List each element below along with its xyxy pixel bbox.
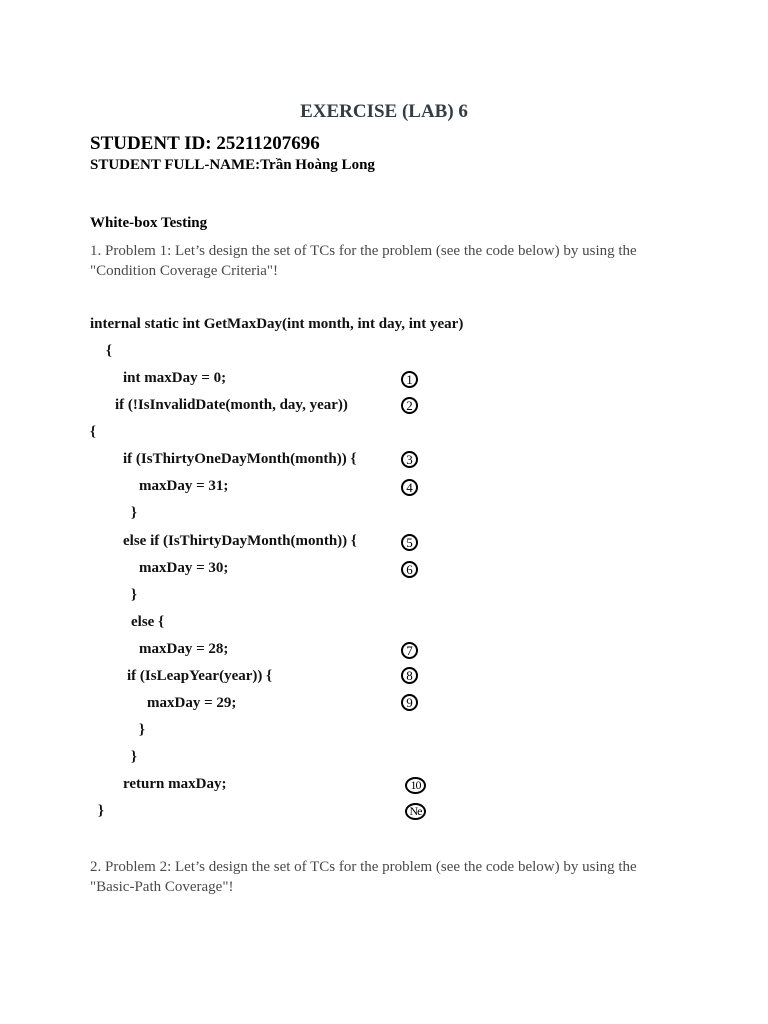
code-line-close-brace: } [131, 587, 137, 603]
node-marker-9: 9 [401, 694, 418, 711]
node-marker-6: 6 [401, 561, 418, 578]
code-line-return: return maxDay; [123, 776, 227, 792]
problem-1-text: 1. Problem 1: Let’s design the set of TCs for the problem (see the code below) by using the "Condition Coverage Criteria"! [90, 243, 637, 279]
code-line-close-brace-final: } [98, 803, 104, 819]
student-id: STUDENT ID: 25211207696 [90, 133, 320, 154]
code-line-if-valid: if (!IsInvalidDate(month, day, year)) [115, 397, 348, 413]
problem-2-text: 2. Problem 2: Let’s design the set of TCs for the problem (see the code below) by using the "Basic-Path Coverage"! [90, 859, 637, 895]
code-line-else: else { [131, 614, 164, 630]
code-line-if-31: if (IsThirtyOneDayMonth(month)) { [123, 451, 357, 467]
code-line-signature: internal static int GetMaxDay(int month, int day, int year) [90, 316, 464, 332]
node-marker-end: Ne [405, 803, 426, 820]
code-line-open-brace-2: { [90, 424, 96, 440]
node-marker-5: 5 [401, 534, 418, 551]
node-marker-7: 7 [401, 642, 418, 659]
node-marker-4: 4 [401, 479, 418, 496]
code-line-close-brace: } [131, 505, 137, 521]
document-title: EXERCISE (LAB) 6 [300, 101, 468, 122]
node-marker-10: 10 [405, 777, 426, 794]
code-line-open-brace: { [106, 343, 112, 359]
code-line-assign-30: maxDay = 30; [139, 560, 229, 576]
section-heading: White-box Testing [90, 215, 208, 231]
node-marker-3: 3 [401, 451, 418, 468]
code-line-close-brace: } [131, 749, 137, 765]
student-full-name: STUDENT FULL-NAME:Trần Hoàng Long [90, 157, 375, 173]
code-line-assign-29: maxDay = 29; [147, 695, 237, 711]
code-line-init: int maxDay = 0; [123, 370, 227, 386]
node-marker-2: 2 [401, 397, 418, 414]
code-line-assign-28: maxDay = 28; [139, 641, 229, 657]
code-line-assign-31: maxDay = 31; [139, 478, 229, 494]
code-line-elseif-30: else if (IsThirtyDayMonth(month)) { [123, 533, 357, 549]
code-line-close-brace: } [139, 722, 145, 738]
node-marker-8: 8 [401, 667, 418, 684]
node-marker-1: 1 [401, 371, 418, 388]
code-line-if-leap: if (IsLeapYear(year)) { [127, 668, 273, 684]
